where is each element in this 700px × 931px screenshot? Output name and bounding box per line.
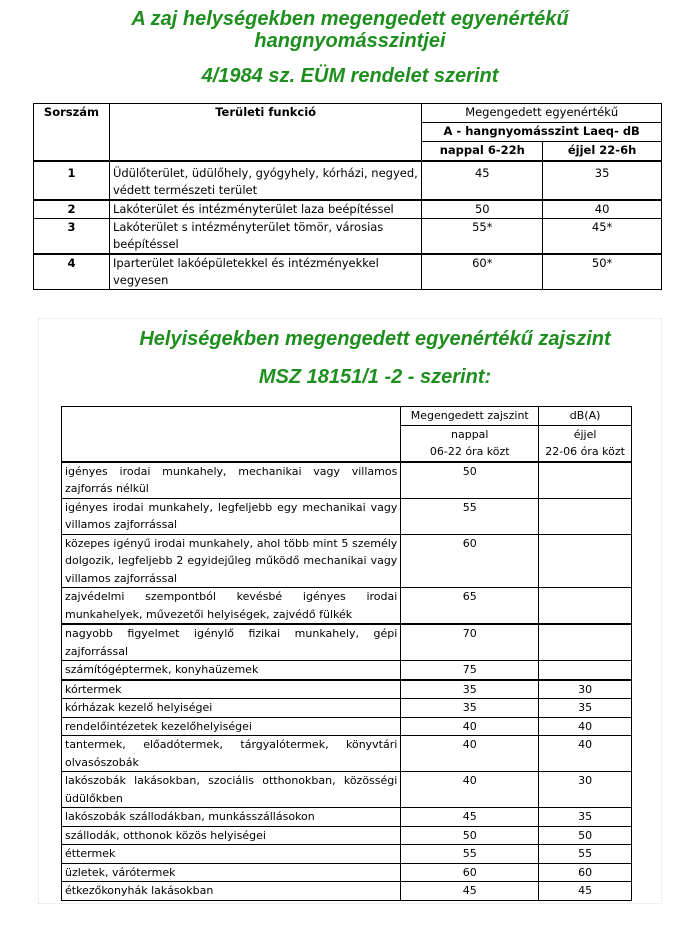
row-room: zajvédelmi szempontból kevésbé igényes irodai munkahelyek, művezetői helyiségek, zajvédő fülkék: [62, 588, 401, 625]
header-night-label: éjjel: [573, 427, 597, 441]
row-day: 50: [401, 462, 539, 499]
header-no: Sorszám: [34, 104, 110, 162]
table-row: [62, 534, 632, 588]
row-night: 35: [539, 808, 632, 827]
row-room: szállodák, otthonok közös helyiségei: [62, 826, 401, 845]
row-day: 50: [401, 826, 539, 845]
row-day: 45: [422, 161, 543, 200]
table-row: [62, 808, 632, 827]
row-night: 35: [539, 699, 632, 718]
row-day: 35: [401, 680, 539, 699]
row-night: 35: [543, 161, 662, 200]
row-night: [539, 661, 632, 680]
row-night: 40: [543, 200, 662, 219]
row-room: rendelőintézetek kezelőhelyiségei: [62, 717, 401, 736]
row-no: 2: [34, 200, 110, 219]
section-title-line1: Helyiségekben megengedett egyenértékű zajszint: [139, 328, 611, 350]
row-night: 50: [539, 826, 632, 845]
table-row: [34, 254, 662, 290]
row-function: Üdülőterület, üdülőhely, gyógyhely, kórházi, negyed, védett természeti terület: [109, 161, 421, 200]
row-day: 75: [401, 661, 539, 680]
row-night: 30: [539, 772, 632, 808]
table-row: [62, 699, 632, 718]
row-night: 30: [539, 680, 632, 699]
table-row: [62, 588, 632, 625]
regulation-title: 4/1984 sz. EÜM rendelet szerint: [201, 65, 499, 87]
row-room: közepes igényű irodai munkahely, ahol több mint 5 személy dolgozik, legfeljebb 2 egyidejűleg működő mechanikai vagy villamos zajforrással: [62, 534, 401, 588]
header-blank: [62, 407, 401, 462]
row-day: 60: [401, 863, 539, 882]
row-day: 65: [401, 588, 539, 625]
row-day: 55*: [422, 219, 543, 255]
row-room: nagyobb figyelmet igénylő fizikai munkahely, gépi zajforrással: [62, 624, 401, 661]
row-night: [539, 534, 632, 588]
table-row: [62, 624, 632, 661]
header-allowed: Megengedett zajszint: [401, 407, 539, 426]
row-day: 45: [401, 808, 539, 827]
row-day: 60*: [422, 254, 543, 290]
row-no: 4: [34, 254, 110, 290]
row-day: 70: [401, 624, 539, 661]
row-day: 35: [401, 699, 539, 718]
main-title-line1: A zaj helységekben megengedett egyenértékű: [131, 8, 569, 30]
row-night: [539, 498, 632, 534]
row-day: 50: [422, 200, 543, 219]
row-day: 45: [401, 882, 539, 901]
table-row: [62, 845, 632, 864]
row-night: [539, 588, 632, 625]
row-function: Lakóterület és intézményterület laza beépítéssel: [109, 200, 421, 219]
header-day-time: 06-22 óra közt: [429, 445, 510, 458]
row-day: 60: [401, 534, 539, 588]
table-row: [34, 200, 662, 219]
table-row: [62, 882, 632, 901]
header-function: Területi funkció: [109, 104, 421, 162]
row-room: igényes irodai munkahely, legfeljebb egy mechanikai vagy villamos zajforrással: [62, 498, 401, 534]
row-day: 55: [401, 498, 539, 534]
header-day-label: nappal: [451, 427, 489, 441]
table-row: [62, 498, 632, 534]
row-night: 45: [539, 882, 632, 901]
row-day: 40: [401, 717, 539, 736]
row-room: igényes irodai munkahely, mechanikai vagy villamos zajforrás nélkül: [62, 462, 401, 499]
table-row: [62, 736, 632, 772]
row-function: Lakóterület s intézményterület tömör, városias beépítéssel: [109, 219, 421, 255]
row-night: 40: [539, 736, 632, 772]
row-room: lakószobák lakásokban, szociális otthonokban, közösségi üdülőkben: [62, 772, 401, 808]
row-room: kórtermek: [62, 680, 401, 699]
row-night: 45*: [543, 219, 662, 255]
main-title-line2: hangnyomásszintjei: [254, 30, 446, 52]
header-night: éjjel 22-6h: [543, 141, 662, 161]
header-allowed: Megengedett egyenértékű: [422, 104, 662, 123]
row-night: [539, 624, 632, 661]
row-night: 55: [539, 845, 632, 864]
row-room: számítógéptermek, konyhaüzemek: [62, 661, 401, 680]
table-row: [62, 772, 632, 808]
table-header-row: [62, 407, 632, 426]
table-row: [62, 863, 632, 882]
table-row: [62, 717, 632, 736]
header-day: [401, 425, 539, 462]
table-row: [62, 680, 632, 699]
row-room: tantermek, előadótermek, tárgyalótermek, könyvtári olvasószobák: [62, 736, 401, 772]
row-function: Iparterület lakóépületekkel és intézményekkel vegyesen: [109, 254, 421, 290]
row-no: 1: [34, 161, 110, 200]
table-row: [34, 161, 662, 200]
header-day: nappal 6-22h: [422, 141, 543, 161]
table-header-row: [34, 104, 662, 123]
row-night: [539, 462, 632, 499]
row-day: 40: [401, 736, 539, 772]
row-day: 55: [401, 845, 539, 864]
header-unit: dB(A): [539, 407, 632, 426]
header-night: [539, 425, 632, 462]
row-room: lakószobák szállodákban, munkásszállásokon: [62, 808, 401, 827]
row-room: kórházak kezelő helyiségei: [62, 699, 401, 718]
row-night: 40: [539, 717, 632, 736]
header-night-time: 22-06 óra közt: [545, 445, 625, 458]
row-night: 60: [539, 863, 632, 882]
area-noise-table: [33, 103, 662, 290]
room-noise-table: [61, 406, 632, 901]
row-room: üzletek, várótermek: [62, 863, 401, 882]
table-row: [62, 826, 632, 845]
header-level: A - hangnyomásszint Laeq- dB: [422, 122, 662, 141]
row-no: 3: [34, 219, 110, 255]
table-row: [34, 219, 662, 255]
row-night: 50*: [543, 254, 662, 290]
row-room: éttermek: [62, 845, 401, 864]
row-day: 40: [401, 772, 539, 808]
table-row: [62, 661, 632, 680]
table-row: [62, 462, 632, 499]
section-title-line2: MSZ 18151/1 -2 - szerint:: [258, 366, 492, 388]
row-room: étkezőkonyhák lakásokban: [62, 882, 401, 901]
